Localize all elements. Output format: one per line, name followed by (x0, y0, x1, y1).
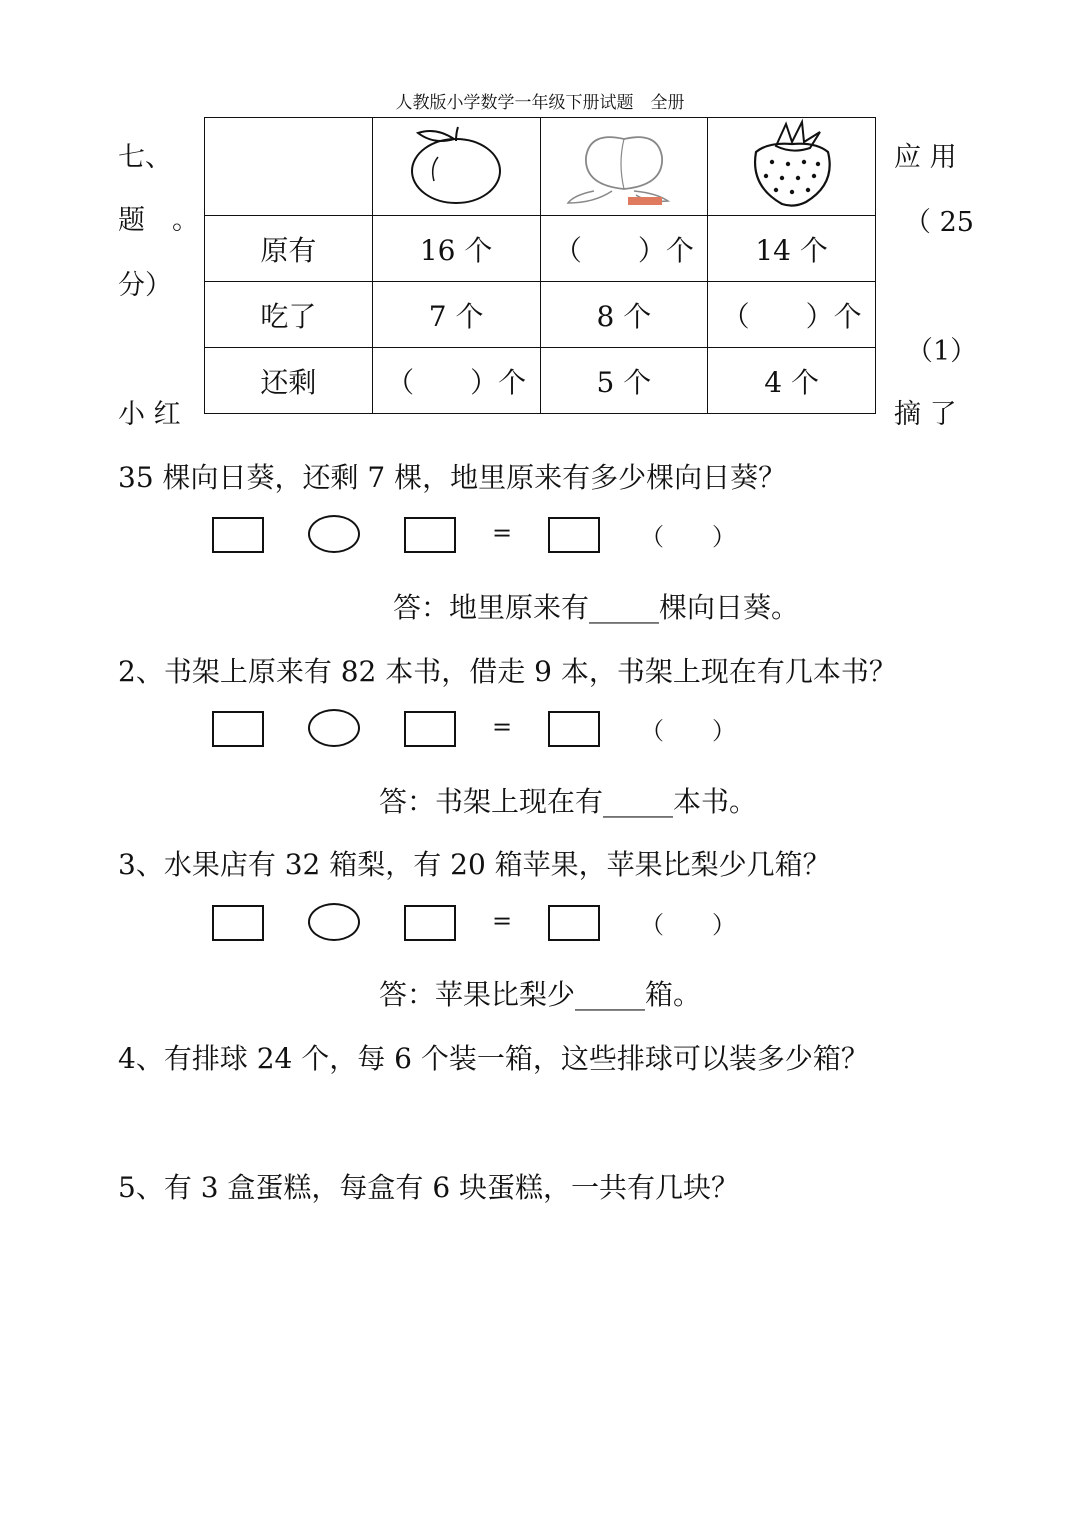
equation-row-1 (212, 515, 736, 555)
peach-icon (564, 119, 684, 207)
equals-sign: = (492, 713, 513, 741)
answer-box[interactable] (212, 517, 264, 553)
equals-sign: = (492, 519, 513, 547)
table-row-eaten (205, 282, 876, 348)
unit-paren: （ ） (640, 911, 736, 939)
problem-3-answer: 答：苹果比梨少_____箱。 (379, 978, 702, 1011)
peach-cell (540, 118, 708, 216)
answer-box[interactable] (404, 711, 456, 747)
problem-2-answer: 答：书架上现在有_____本书。 (379, 785, 758, 818)
table-cell: 16 个 (372, 216, 540, 282)
problem-1-answer: 答：地里原来有_____棵向日葵。 (393, 591, 800, 624)
unit-paren: （ ） (640, 523, 736, 551)
section-label-right-3: （1） (906, 336, 978, 367)
operator-oval[interactable] (308, 709, 360, 747)
row-label: 原有 (205, 216, 373, 282)
strawberry-cell (708, 118, 876, 216)
problem-2-text: 2、书架上原来有 82 本书，借走 9 本，书架上现在有几本书？ (118, 655, 897, 688)
table-cell: 14 个 (708, 216, 876, 282)
section-label-right-4: 摘 了 (894, 399, 957, 430)
answer-box[interactable] (212, 905, 264, 941)
table-cell: 4 个 (708, 348, 876, 414)
answer-box[interactable] (404, 905, 456, 941)
equals-sign: = (492, 907, 513, 935)
problem-4-text: 4、有排球 24 个，每 6 个装一箱，这些排球可以装多少箱？ (118, 1042, 869, 1075)
table-cell: （ ）个 (708, 282, 876, 348)
table-cell: 5 个 (540, 348, 708, 414)
row-label: 吃了 (205, 282, 373, 348)
table-cell: （ ）个 (372, 348, 540, 414)
fruit-table (204, 117, 876, 414)
section-label-right-1: 应 用 (894, 142, 957, 173)
strawberry-icon (732, 118, 852, 208)
problem-1-text: 35 棵向日葵，还剩 7 棵，地里原来有多少棵向日葵？ (118, 461, 787, 494)
apple-icon (396, 119, 516, 207)
corner-cell (205, 118, 373, 216)
answer-box[interactable] (404, 517, 456, 553)
table-row-remaining (205, 348, 876, 414)
answer-box[interactable] (548, 517, 600, 553)
table-cell: （ ）个 (540, 216, 708, 282)
section-label-left-1: 七、 (118, 142, 172, 173)
section-label-right-2: （ 25 (904, 207, 974, 238)
table-cell: 8 个 (540, 282, 708, 348)
answer-box[interactable] (212, 711, 264, 747)
problem-5-text: 5、有 3 盒蛋糕，每盒有 6 块蛋糕，一共有几块？ (118, 1171, 740, 1204)
fruit-image-row (205, 118, 876, 216)
page-header: 人教版小学数学一年级下册试题 全册 (395, 93, 685, 113)
equation-row-2 (212, 709, 736, 749)
table-row-original (205, 216, 876, 282)
operator-oval[interactable] (308, 903, 360, 941)
apple-cell (372, 118, 540, 216)
table-cell: 7 个 (372, 282, 540, 348)
answer-box[interactable] (548, 905, 600, 941)
problem-3-text: 3、水果店有 32 箱梨，有 20 箱苹果，苹果比梨少几箱？ (118, 848, 831, 881)
section-label-left-2: 题 。 (118, 205, 199, 236)
section-label-left-3: 分） (118, 270, 172, 301)
equation-row-3 (212, 903, 736, 943)
row-label: 还剩 (205, 348, 373, 414)
answer-box[interactable] (548, 711, 600, 747)
unit-paren: （ ） (640, 717, 736, 745)
operator-oval[interactable] (308, 515, 360, 553)
section-label-left-4: 小 红 (118, 399, 181, 430)
